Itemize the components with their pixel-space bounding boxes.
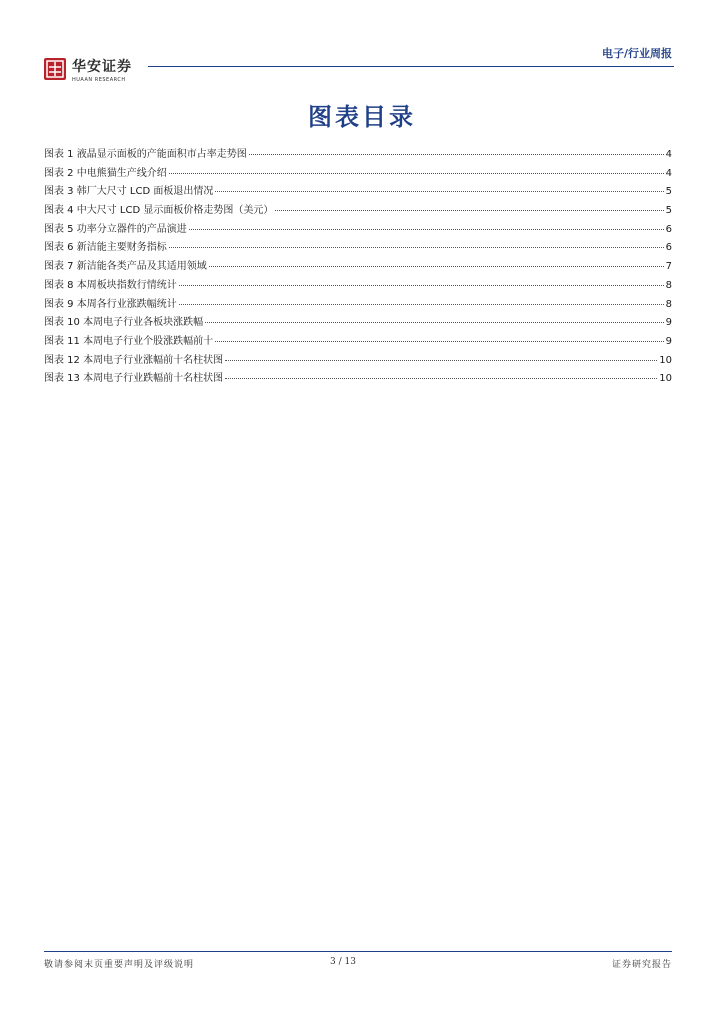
toc-item[interactable] <box>44 240 672 259</box>
toc-item-page: 8 <box>665 298 672 310</box>
toc-item-label: 图表 6 新洁能主要财务指标 <box>44 242 167 254</box>
logo-name: 华安证券 <box>72 59 132 75</box>
company-logo <box>44 58 144 86</box>
toc-item-page: 6 <box>665 242 672 254</box>
footer-divider <box>44 951 672 952</box>
report-type: 证券研究报告 <box>611 960 672 970</box>
toc-item-page: 7 <box>665 261 672 273</box>
toc-leader-dots <box>169 246 664 248</box>
toc-item-page: 10 <box>659 373 672 385</box>
toc-item-page: 10 <box>659 354 672 366</box>
toc-item-page: 4 <box>665 167 672 179</box>
toc-leader-dots <box>275 209 663 211</box>
toc-item[interactable] <box>44 147 672 166</box>
toc-item-label: 图表 12 本周电子行业涨幅前十名柱状图 <box>44 354 224 366</box>
table-of-figures <box>44 147 672 390</box>
page-title: 图表目录 <box>308 103 416 131</box>
toc-item-label: 图表 8 本周板块指数行情统计 <box>44 279 177 291</box>
logo-subtitle: HUAAN RESEARCH <box>72 77 126 83</box>
toc-item-page: 4 <box>665 149 672 160</box>
toc-item-label: 图表 4 中大尺寸 LCD 显示面板价格走势图（美元） <box>44 205 274 217</box>
toc-leader-dots <box>225 377 657 379</box>
toc-item[interactable] <box>44 259 672 278</box>
toc-item[interactable] <box>44 353 672 372</box>
toc-item-label: 图表 7 新洁能各类产品及其适用领域 <box>44 261 207 273</box>
toc-item-label: 图表 5 功率分立器件的产品演进 <box>44 223 187 235</box>
toc-item[interactable] <box>44 166 672 185</box>
toc-item[interactable] <box>44 278 672 297</box>
toc-leader-dots <box>189 228 664 230</box>
header-divider <box>148 66 674 67</box>
report-category: 电子/行业周报 <box>601 47 672 60</box>
toc-leader-dots <box>225 359 657 361</box>
toc-item-label: 图表 3 韩厂大尺寸 LCD 面板退出情况 <box>44 186 214 198</box>
toc-leader-dots <box>215 190 663 192</box>
toc-item-label: 图表 11 本周电子行业个股涨跌幅前十 <box>44 335 214 347</box>
toc-leader-dots <box>215 340 664 342</box>
toc-item-label: 图表 13 本周电子行业跌幅前十名柱状图 <box>44 373 224 385</box>
toc-item-label: 图表 2 中电熊猫生产线介绍 <box>44 167 167 179</box>
toc-leader-dots <box>169 172 664 174</box>
toc-item[interactable] <box>44 315 672 334</box>
logo-seal-icon <box>44 58 66 80</box>
toc-item-label: 图表 10 本周电子行业各板块涨跌幅 <box>44 317 204 329</box>
toc-item-label: 图表 1 液晶显示面板的产能面积市占率走势图 <box>44 149 247 160</box>
toc-leader-dots <box>205 321 664 323</box>
toc-item[interactable] <box>44 371 672 390</box>
toc-item[interactable] <box>44 203 672 222</box>
toc-leader-dots <box>179 284 664 286</box>
toc-leader-dots <box>249 153 664 155</box>
footer-disclaimer: 敬请参阅末页重要声明及评级说明 <box>44 960 195 970</box>
toc-leader-dots <box>179 303 664 305</box>
toc-item[interactable] <box>44 222 672 241</box>
page-indicator: 3 / 13 <box>330 957 356 967</box>
toc-item-page: 9 <box>665 335 672 347</box>
toc-item-page: 8 <box>665 279 672 291</box>
toc-leader-dots <box>209 265 664 267</box>
toc-item[interactable] <box>44 297 672 316</box>
toc-item-page: 6 <box>665 223 672 235</box>
toc-item-label: 图表 9 本周各行业涨跌幅统计 <box>44 298 177 310</box>
toc-item[interactable] <box>44 184 672 203</box>
toc-item-page: 9 <box>665 317 672 329</box>
toc-item-page: 5 <box>665 186 672 198</box>
toc-item[interactable] <box>44 334 672 353</box>
toc-item-page: 5 <box>665 205 672 217</box>
